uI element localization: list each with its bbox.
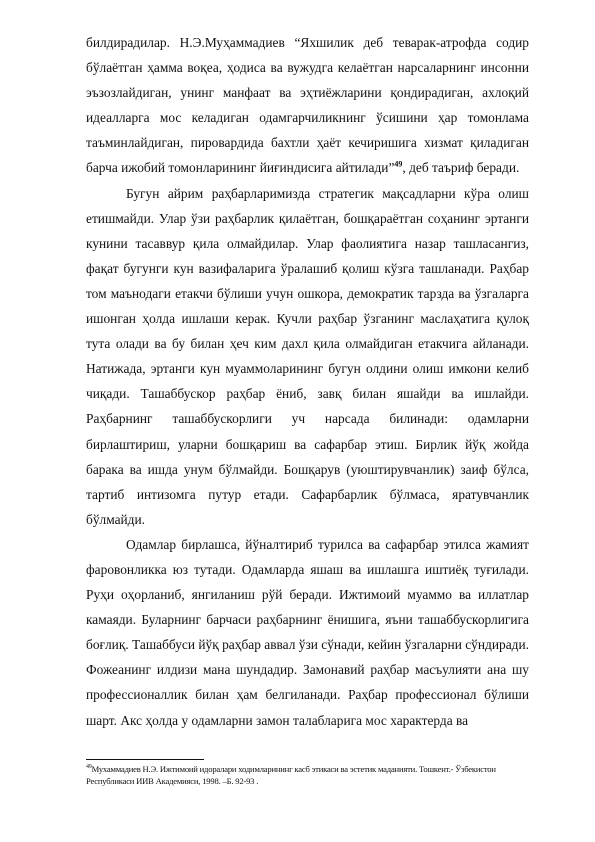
paragraph-strategic-goals: Бугун айрим раҳбарларимизда стратегик мақсадларни кўра олиш етишмайди. Улар ўзи раҳбарлик қилаётган, бошқараётган соҳанинг эртанги кунини тасаввур қила олмайдилар. Улар фаолиятига назар ташласангиз, фақат бугунги кун вазифаларига ўралашиб қолиш кўзга ташланади. Раҳбар том маънодаги етакчи бўлиши учун ошкора, демократик тарзда ва ўзгаларга ишонган ҳолда ишлаши керак. Кучли раҳбар ўзганинг маслаҳатига қулоқ тута олади ва бу билан ҳеч ким дахл қила олмайдиган етакчига айланади. Натижада, эртанги кун муаммоларининг бугун олдини олиш имкони келиб чиқади. Ташаббускор раҳбар ёниб, завқ билан яшайди ва ишлайди. Раҳбарнинг ташаббускорлиги уч нарсада билинади: одамларни бирлаштириш, уларни бошқариш ва сафарбар этиш. Бирлик йўқ жойда барака ва ишда унум бўлмайди. Бошқарув (уюштирувчанлик) заиф бўлса, тартиб интизомга путур етади. Сафарбарлик бўлмаса, яратувчанлик бўлмайди. bbox=[86, 185, 529, 527]
footnote-reference[interactable]: 49 bbox=[394, 160, 403, 169]
page-body bbox=[86, 30, 529, 733]
footnote bbox=[86, 763, 529, 787]
footnote-divider bbox=[86, 759, 204, 760]
paragraph-definition bbox=[86, 30, 529, 181]
paragraph-text: билдирадилар. Н.Э.Муҳаммадиев “Яхшилик деб теварак-атрофда содир бўлаётган ҳамма воқеа, ҳодиса ва вужудга келаётган нарсаларнинг инсонни эъзозлайдиган, унинг манфаат ва эҳтиёжларини қондирадиган, ахлоқий идеалларга мос келадиган одамгарчиликнинг ўсишини ҳар томонлама таъминлайдиган, пировардида бахтли ҳаёт кечиришига хизмат қиладиган барча ижобий томонларининг йиғиндисига айтилади” bbox=[86, 35, 529, 176]
paragraph-text-end: , деб таъриф беради. bbox=[402, 160, 520, 176]
footnote-number: 49 bbox=[86, 764, 92, 771]
footnote-text: Мухаммадиев Н.Э. Ижтимоий идоралари ходимларининг касб этикаси ва эстетик маданияти. Тошкент.- Ўзбекистон Республикаси ИИВ Академияси, 1998. –Б. 92-93 . bbox=[86, 764, 496, 786]
paragraph-unity: Одамлар бирлашса, йўналтириб турилса ва сафарбар этилса жамият фаровонликка юз тутади. Одамларда яшаш ва ишлашга иштиёқ туғилади. Руҳи оҳорланиб, янгиланиш рўй беради. Ижтимоий муаммо ва иллатлар камаяди. Буларнинг барчаси раҳбарнинг ёнишига, яъни ташаббускорлигига боғлиқ. Ташаббуси йўқ раҳбар аввал ўзи сўнади, кейин ўзгаларни сўндиради. Фожеанинг илдизи мана шундадир. Замонавий раҳбар масъулияти ана шу профессионаллик билан ҳам белгиланади. Раҳбар профессионал бўлиши шарт. Акс ҳолда у одамларни замон талабларига мос характерда ва bbox=[86, 536, 529, 728]
